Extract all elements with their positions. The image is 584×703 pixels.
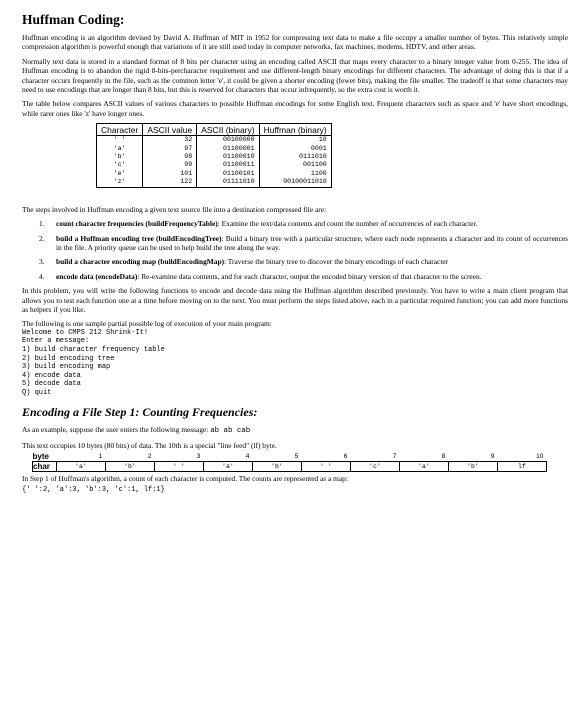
byte-cell: 6 [343,453,348,461]
occupies-paragraph: This text occupies 10 bytes (80 bits) of data. The 10th is a special "line feed" (lf) byte. [22,440,277,450]
table-cell: 'c' [97,161,143,169]
byte-cell: 5 [294,453,299,461]
char-cell: ' ' [154,462,203,472]
table-cell: 01111010 [197,178,259,187]
sample-log: Welcome to CMPS 212 Shrink-It! Enter a message: 1) build character frequency table 2) build encoding tree 3) build encoding map 4) encode data 5) decode data Q) quit [22,328,165,397]
column-header: Character [97,124,143,136]
table-cell: 0001 [259,145,331,153]
table-cell: 'z' [97,178,143,187]
intro-paragraph-2: Normally text data is stored in a standard format of 8 bits per character using an encoding called ASCII that maps every character to a binary integer value from 0-255. The idea of Huffman encoding is to abandon the rigid 8-bits-percharacter requirement and use different-length binary encodings for different characters. The advantage of doing this is that if a character occurs frequently in the file, such as the common letter 'e', it could be given a shorter encoding (fewer bits), making the file smaller. The tradeoff is that some characters may need to use encodings that are longer than 8 bits, but this is reserved for characters that occur infrequently, so the extra cost is worth it. [22,56,568,95]
step-number: 1. [39,219,45,229]
step-title: build a Huffman encoding tree (buildEncodingTree) [56,233,222,243]
table-row [97,170,332,178]
byte-cell: 8 [441,453,446,461]
step-title: count character frequencies (buildFrequencyTable) [56,219,218,229]
steps-intro: The steps involved in Huffman encoding a given text source file into a destination compressed file are: [22,204,327,214]
table-cell: ' ' [97,136,143,145]
byte-cell: 10 [536,453,544,461]
char-cell: 'c' [350,462,399,472]
table-cell: 97 [143,145,197,153]
byte-cell: 4 [245,453,250,461]
table-cell: 01100011 [197,161,259,169]
char-row [33,462,547,472]
step-title: encode data (encodeData) [56,271,138,281]
table-cell: 01100001 [197,145,259,153]
char-label: char [33,462,57,472]
sample-intro: The following is one sample partial possible log of execution of your main program: [22,319,272,329]
step-text: : Examine the text/data contents and count the number of occurrences of each character. [217,219,478,229]
problem-paragraph: In this problem, you will write the following functions to encode and decode data using the Huffman algorithm described previously. You have to write a main client program that allows you to test each function one at a time before moving on to the next. You must perform the steps listed above, each in a particular required function; you can add more functions as helpers if you like. [22,286,568,314]
byte-row [33,452,547,462]
byte-cell: 7 [392,453,397,461]
column-header: ASCII (binary) [197,124,259,136]
char-cell: 'a' [399,462,448,472]
byte-cell: 3 [196,453,201,461]
column-header: ASCII value [143,124,197,136]
example-text: As an example, suppose the user enters the following message: [22,424,211,434]
char-cell: 'a' [203,462,252,472]
table-cell: 10 [259,136,331,145]
table-cell: 001100 [259,161,331,169]
table-row [97,153,332,161]
table-cell: 122 [143,178,197,187]
step1-paragraph: In Step 1 of Huffman's algorithm, a count of each character is computed. The counts are represented as a map: [22,474,348,484]
byte-cell: 2 [147,453,152,461]
list-item [22,234,568,253]
count-map: {' ':2, 'a':3, 'b':3, 'c':1, lf:1} [22,485,165,494]
table-cell: 32 [143,136,197,145]
step-text: : Build a binary tree with a particular structure, where each node represents a character and its count of occurrences in the file. A priority queue can be used to help build the tree along the way. [56,233,568,252]
column-header: Huffman (binary) [259,124,331,136]
table-cell: 99 [143,161,197,169]
char-cell: 'b' [105,462,154,472]
char-cell: 'a' [56,462,105,472]
table-row [97,145,332,153]
page-title: Huffman Coding: [22,12,125,27]
table-cell: 0111010 [259,153,331,161]
step-text: : Traverse the binary tree to discover the binary encodings of each character [224,257,449,267]
char-cell: 'b' [252,462,301,472]
table-header-row [97,124,332,136]
table-row [97,178,332,187]
byte-cell: 1 [98,453,103,461]
byte-label: byte [32,452,49,462]
steps-list [22,219,568,281]
step-number: 3. [39,257,45,267]
section-heading: Encoding a File Step 1: Counting Frequencies: [22,404,258,419]
intro-paragraph-1: Huffman encoding is an algorithm devised by David A. Huffman of MIT in 1952 for compressing text data to make a file occupy a smaller number of bytes. This relatively simple compression algorithm is powerful enough that variations of it are still used today in computer networks, fax machines, modems, HDTV, and other areas. [22,33,568,52]
example-message: ab ab cab [210,426,251,435]
table-row [97,161,332,169]
table-cell: 'e' [97,170,143,178]
list-item [22,272,568,281]
encoding-comparison-table [96,123,332,187]
table-row [97,136,332,145]
list-item [22,219,568,228]
table-cell: 01100010 [197,153,259,161]
table-cell: 'b' [97,153,143,161]
example-paragraph [22,425,568,436]
byte-cell: 9 [490,453,495,461]
table-cell: 101 [143,170,197,178]
step-text: : Re-examine data contents, and for each character, output the encoded binary version of that character to the screen. [137,271,482,281]
byte-table [32,452,547,472]
char-cell: 'b' [448,462,497,472]
table-cell: 01100101 [197,170,259,178]
table-cell: 00100011010 [259,178,331,187]
document-page [22,12,568,501]
step-number: 4. [39,271,45,281]
table-cell: 98 [143,153,197,161]
table-cell: 1100 [259,170,331,178]
table-cell: 'a' [97,145,143,153]
char-cell: lf [497,462,546,472]
step-number: 2. [39,233,45,243]
step-title: build a character encoding map (buildEncodingMap) [56,257,225,267]
char-cell: ' ' [301,462,350,472]
list-item [22,257,568,266]
table-cell: 00100000 [197,136,259,145]
intro-paragraph-3: The table below compares ASCII values of various characters to possible Huffman encodings for some English text. Frequent characters such as space and 'e' have short encodings, while rarer ones like 'z' have longer ones. [22,99,568,118]
